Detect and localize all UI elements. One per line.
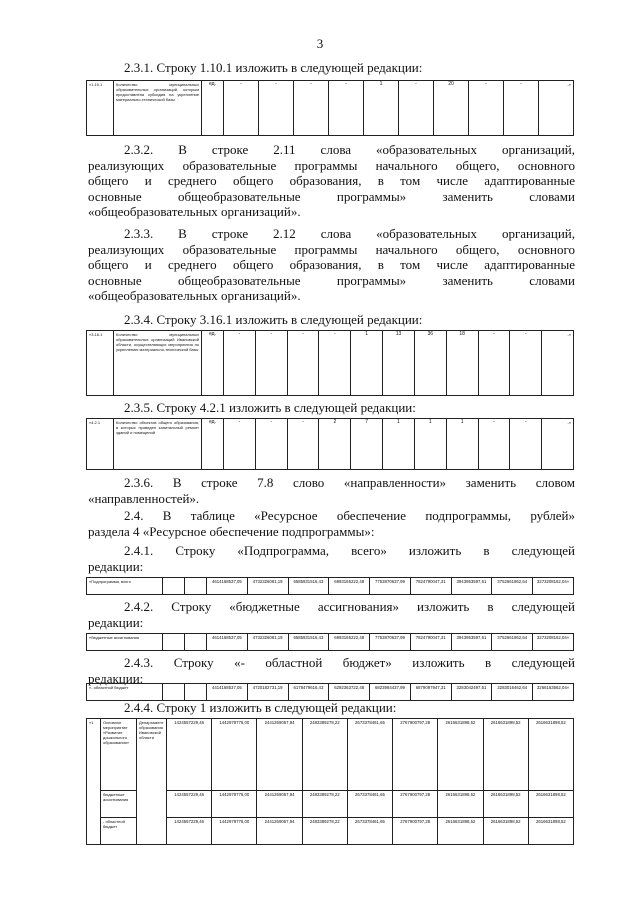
row-value: 2616631898,52 xyxy=(528,791,573,818)
row-value: 6585931516,43 xyxy=(288,634,329,651)
row-value: 2673378461,65 xyxy=(347,818,392,845)
row-value: 3752661962,64 xyxy=(492,634,533,651)
row-value: 7753870637,99 xyxy=(370,578,411,595)
section-2-4-paragraph xyxy=(88,508,575,539)
row-value: 4732326081,19 xyxy=(247,634,288,651)
text-line: основные общеобразовательные программы» заменить словами xyxy=(88,272,575,288)
row-value: 36 xyxy=(414,331,446,396)
row-value: 7753870637,99 xyxy=(370,634,411,651)
table-regional-budget xyxy=(86,683,574,701)
row-value: 1 xyxy=(364,81,399,136)
text-line: 2.3.3. В строке 2.12 слова «образовательных организаций, xyxy=(124,226,575,241)
row-label: - областной бюджет xyxy=(101,818,137,845)
empty-cell xyxy=(185,634,207,651)
text-line: редакции: xyxy=(88,670,144,686)
empty-cell xyxy=(163,684,185,701)
row-value: 2616631898,52 xyxy=(483,719,528,791)
text-line: «общеобразовательных организаций». xyxy=(88,288,301,303)
row-value: - xyxy=(329,81,364,136)
row-value: - xyxy=(255,419,287,470)
row-value: 7 xyxy=(351,419,383,470)
row-value: - xyxy=(504,81,539,136)
row-value: 4414168537,05 xyxy=(207,684,248,701)
row-value: 1442979776,00 xyxy=(212,791,257,818)
row-value: 3283042497,51 xyxy=(451,684,492,701)
text-line: редакции: xyxy=(88,614,144,630)
row-value: 6823984437,99 xyxy=(370,684,411,701)
table-row-4-2-1 xyxy=(86,418,574,470)
row-value: 1424557229,46 xyxy=(167,719,212,791)
row-unit: ед. xyxy=(202,81,224,136)
row-value: 2483389278,22 xyxy=(302,791,347,818)
row-code: «4.2.1 xyxy=(87,419,114,470)
row-value: 2673378461,65 xyxy=(347,719,392,791)
executor: Департамент образования Ивановской области xyxy=(137,719,167,845)
row-value: - xyxy=(259,81,294,136)
text-line: редакции: xyxy=(88,558,144,574)
empty-cell xyxy=(163,578,185,595)
row-value: 3273208162,04» xyxy=(533,634,574,651)
row-value: 2483389278,22 xyxy=(302,719,347,791)
row-description: Количество объектов общего образования, в которых проведен капитальный ремонт зданий и помещений xyxy=(114,419,202,470)
row-value: - xyxy=(294,81,329,136)
text-line: общего и среднего общего образования, в том числе адаптированные xyxy=(88,173,575,188)
row-value: 18 xyxy=(446,331,478,396)
row-label: «Подпрограмма, всего xyxy=(87,578,163,595)
row-value: 3943953597,51 xyxy=(451,578,492,595)
row-value: - xyxy=(399,81,434,136)
row-value: 3752661962,64 xyxy=(492,578,533,595)
row-value: 2767900797,28 xyxy=(393,818,438,845)
section-2-3-1-heading: 2.3.1. Строку 1.10.1 изложить в следующей редакции: xyxy=(124,60,423,75)
section-2-3-2-paragraph xyxy=(88,142,575,220)
row-value: 4732326081,19 xyxy=(247,578,288,595)
row-value: 2767900797,28 xyxy=(393,791,438,818)
row-value: -» xyxy=(542,331,574,396)
row-value: - xyxy=(510,331,542,396)
row-value: - xyxy=(319,331,351,396)
row-value: 2616631898,52 xyxy=(528,818,573,845)
row-description: Количество муниципальных образовательных организаций, которым предоставлена субсидия на укрепление материально-технической базы xyxy=(114,81,202,136)
row-code: «1 xyxy=(87,719,101,845)
row-value: 6993165222,48 xyxy=(329,578,370,595)
text-line: 2.4.2. Строку «бюджетные ассигнования» изложить в следующей xyxy=(124,599,575,614)
row-value: 1 xyxy=(383,419,415,470)
row-value: 4614168537,05 xyxy=(207,578,248,595)
row-description: Количество муниципальных образовательных организаций Ивановской области, осуществляющих мероприятия по укреплению материально-технической базы xyxy=(114,331,202,396)
empty-cell xyxy=(185,684,207,701)
row-value: - xyxy=(224,331,256,396)
row-value: 3273208162,04» xyxy=(533,578,574,595)
row-value: 1 xyxy=(351,331,383,396)
row-value: 4614168537,05 xyxy=(207,634,248,651)
table-row-1-main-activity xyxy=(86,718,574,845)
text-line: основные общеобразовательные программы» заменить словами xyxy=(88,188,575,204)
text-line: 2.3.6. В строке 7.8 слово «направленности» заменить словом xyxy=(124,475,575,490)
row-value: 3266163562,04» xyxy=(533,684,574,701)
text-line: 2.4. В таблице «Ресурсное обеспечение подпрограммы, рублей» xyxy=(124,508,575,523)
row-value: - xyxy=(469,81,504,136)
row-value: 7824790047,31 xyxy=(410,578,451,595)
row-value: - xyxy=(287,419,319,470)
row-value: - xyxy=(478,331,510,396)
row-value: 2483389278,22 xyxy=(302,818,347,845)
row-value: 2441269057,94 xyxy=(257,791,302,818)
row-value: 1442979776,00 xyxy=(212,818,257,845)
text-line: 2.3.2. В строке 2.11 слова «образовательных организаций, xyxy=(124,142,575,157)
row-code: «1.10.1 xyxy=(87,81,114,136)
empty-cell xyxy=(163,634,185,651)
empty-cell xyxy=(185,578,207,595)
row-value: 2616631898,52 xyxy=(438,719,483,791)
row-value: - xyxy=(510,419,542,470)
row-label: «бюджетные ассигнования xyxy=(87,634,163,651)
row-value: -» xyxy=(539,81,574,136)
row-label: «- областной бюджет xyxy=(87,684,163,701)
section-2-4-2-paragraph xyxy=(88,599,575,630)
row-value: 2616631898,52 xyxy=(438,791,483,818)
row-value: 1 xyxy=(414,419,446,470)
table-row-1-10-1 xyxy=(86,80,574,136)
row-value: 2673378461,65 xyxy=(347,791,392,818)
section-2-4-4-heading: 2.4.4. Строку 1 изложить в следующей редакции: xyxy=(124,700,397,715)
row-value: - xyxy=(224,419,256,470)
row-value: 2616631898,52 xyxy=(438,818,483,845)
text-line: реализующих образовательные программы начального общего, основного xyxy=(88,157,575,173)
row-value: 2616631898,52 xyxy=(528,719,573,791)
row-unit: ед. xyxy=(202,331,224,396)
row-value: 6993165222,48 xyxy=(329,634,370,651)
text-line: «направленностей». xyxy=(88,490,200,506)
section-2-3-6-paragraph xyxy=(88,475,575,506)
activity-name: Основное мероприятие «Развитие дошкольного образования» xyxy=(101,719,137,791)
row-value: 2441269057,94 xyxy=(257,818,302,845)
text-line: 2.4.1. Строку «Подпрограмма, всего» изложить в следующей xyxy=(124,543,575,558)
section-2-4-3-paragraph xyxy=(88,655,575,686)
row-value: - xyxy=(224,81,259,136)
section-2-4-1-paragraph xyxy=(88,543,575,574)
row-value: 3943953597,51 xyxy=(451,634,492,651)
row-value: 6879097947,31 xyxy=(410,684,451,701)
text-line: общего и среднего общего образования, в том числе адаптированные xyxy=(88,257,575,272)
text-line: 2.4.3. Строку «- областной бюджет» изложить в следующей xyxy=(124,655,575,670)
row-value: 1424557229,46 xyxy=(167,791,212,818)
row-value: 2 xyxy=(319,419,351,470)
table-budget-allocations xyxy=(86,633,574,651)
section-2-3-5-heading: 2.3.5. Строку 4.2.1 изложить в следующей редакции: xyxy=(124,400,416,415)
row-value: 6585931516,43 xyxy=(288,578,329,595)
table-subprogram-total xyxy=(86,577,574,595)
page-number: 3 xyxy=(316,36,324,51)
row-value: 1442979776,00 xyxy=(212,719,257,791)
row-value: 2767900797,28 xyxy=(393,719,438,791)
row-value: 2616631898,52 xyxy=(483,791,528,818)
section-2-3-4-heading: 2.3.4. Строку 3.16.1 изложить в следующей редакции: xyxy=(124,312,423,327)
row-value: 3283016462,64 xyxy=(492,684,533,701)
row-value: 1424557229,46 xyxy=(167,818,212,845)
row-value: 4720182731,19 xyxy=(247,684,288,701)
row-code: «3.16.1 xyxy=(87,331,114,396)
row-value: - xyxy=(478,419,510,470)
row-value: 6292363722,48 xyxy=(329,684,370,701)
row-value: 13 xyxy=(383,331,415,396)
row-value: - xyxy=(255,331,287,396)
row-value: 7824790047,31 xyxy=(410,634,451,651)
text-line: «общеобразовательных организаций». xyxy=(88,204,301,219)
row-value: 2616631898,52 xyxy=(483,818,528,845)
row-value: 1 xyxy=(446,419,478,470)
row-label: бюджетные ассигнования xyxy=(101,791,137,818)
row-value: 2441269057,94 xyxy=(257,719,302,791)
table-row-3-16-1 xyxy=(86,330,574,396)
row-value: - xyxy=(287,331,319,396)
row-unit: ед. xyxy=(202,419,224,470)
row-value: 6178479616,43 xyxy=(288,684,329,701)
text-line: реализующих образовательные программы начального общего, основного xyxy=(88,241,575,257)
text-line: раздела 4 «Ресурсное обеспечение подпрограммы»: xyxy=(88,523,375,539)
section-2-3-3-paragraph xyxy=(88,226,575,304)
row-value: -» xyxy=(542,419,574,470)
row-value: 20 xyxy=(434,81,469,136)
